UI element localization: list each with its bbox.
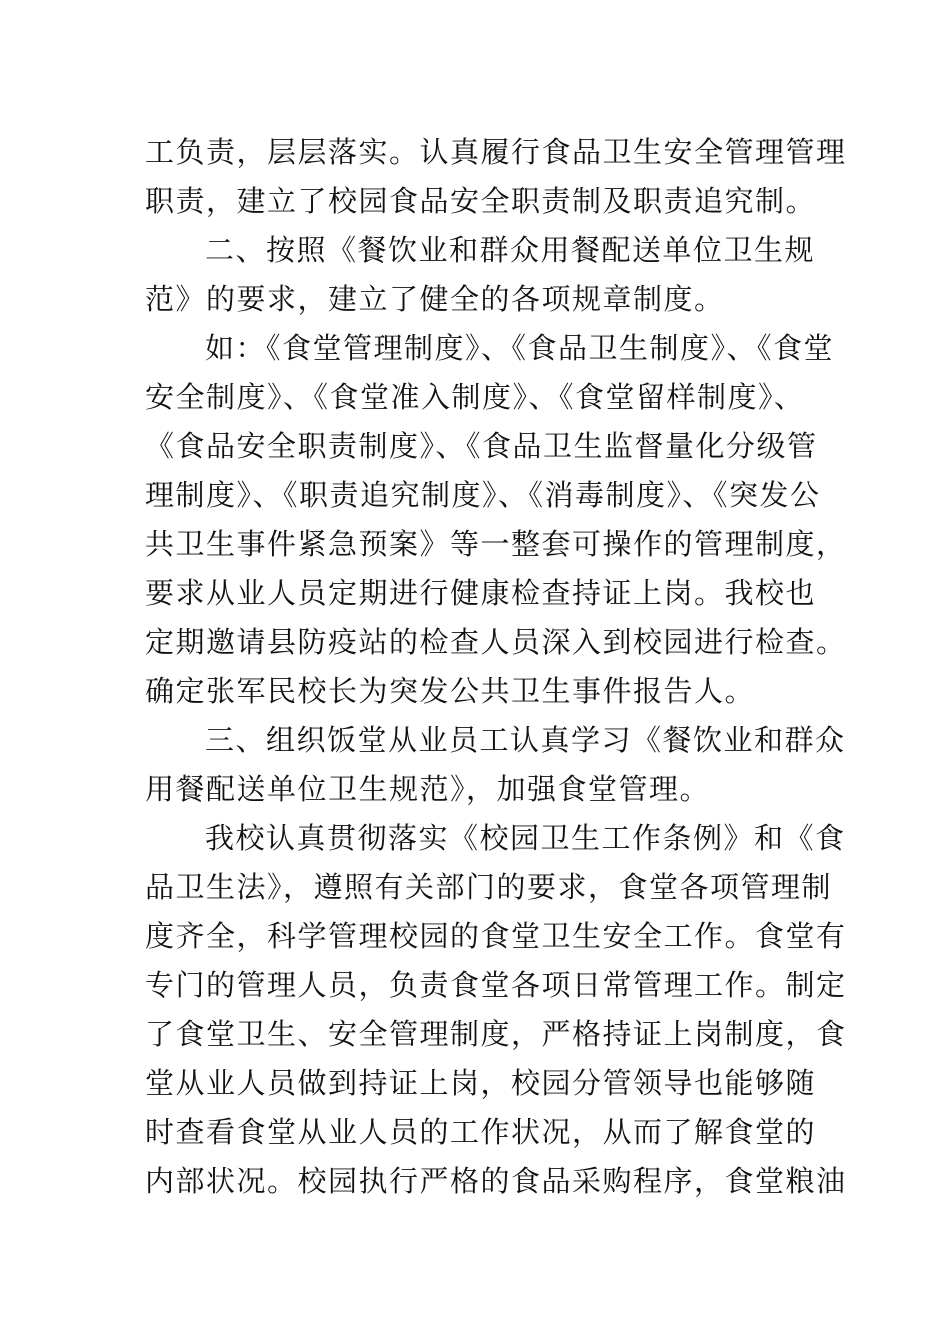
text-line: 安全制度》、《食堂准入制度》、《食堂留样制度》、 xyxy=(145,380,805,414)
paragraph-start-line: 我校认真贯彻落实《校园卫生工作条例》和《食 xyxy=(205,821,846,855)
text-line: 职责，建立了校园食品安全职责制及职责追究制。 xyxy=(145,184,817,218)
text-line: 《食品安全职责制度》、《食品卫生监督量化分级管 xyxy=(145,429,818,463)
text-line: 时查看食堂从业人员的工作状况，从而了解食堂的 xyxy=(145,1115,817,1149)
text-line: 品卫生法》，遵照有关部门的要求，食堂各项管理制 xyxy=(145,870,833,904)
text-line: 堂从业人员做到持证上岗，校园分管领导也能够随 xyxy=(145,1066,817,1100)
text-line: 确定张军民校长为突发公共卫生事件报告人。 xyxy=(145,674,756,708)
document-body xyxy=(145,128,847,1206)
text-line: 度齐全，科学管理校园的食堂卫生安全工作。食堂有 xyxy=(145,919,847,953)
paragraph-start-line: 三、组织饭堂从业员工认真学习《餐饮业和群众 xyxy=(205,723,846,757)
paragraph-start-line: 二、按照《餐饮业和群众用餐配送单位卫生规 xyxy=(205,233,816,267)
text-line: 理制度》、《职责追究制度》、《消毒制度》、《突发公 xyxy=(145,478,821,512)
text-line: 要求从业人员定期进行健康检查持证上岗。我校也 xyxy=(145,576,817,610)
text-line: 用餐配送单位卫生规范》，加强食堂管理。 xyxy=(145,772,711,806)
text-line: 共卫生事件紧急预案》等一整套可操作的管理制度， xyxy=(145,527,847,561)
text-line: 内部状况。校园执行严格的食品采购程序，食堂粮油 xyxy=(145,1164,847,1198)
text-line: 定期邀请县防疫站的检查人员深入到校园进行检查。 xyxy=(145,625,847,659)
text-line: 专门的管理人员，负责食堂各项日常管理工作。制定 xyxy=(145,968,847,1002)
text-line: 范》的要求，建立了健全的各项规章制度。 xyxy=(145,282,725,316)
text-line: 了食堂卫生、安全管理制度，严格持证上岗制度，食 xyxy=(145,1017,847,1051)
text-line: 工负责，层层落实。认真履行食品卫生安全管理管理 xyxy=(145,135,847,169)
paragraph-start-line: 如：《食堂管理制度》、《食品卫生制度》、《食堂 xyxy=(205,331,835,365)
